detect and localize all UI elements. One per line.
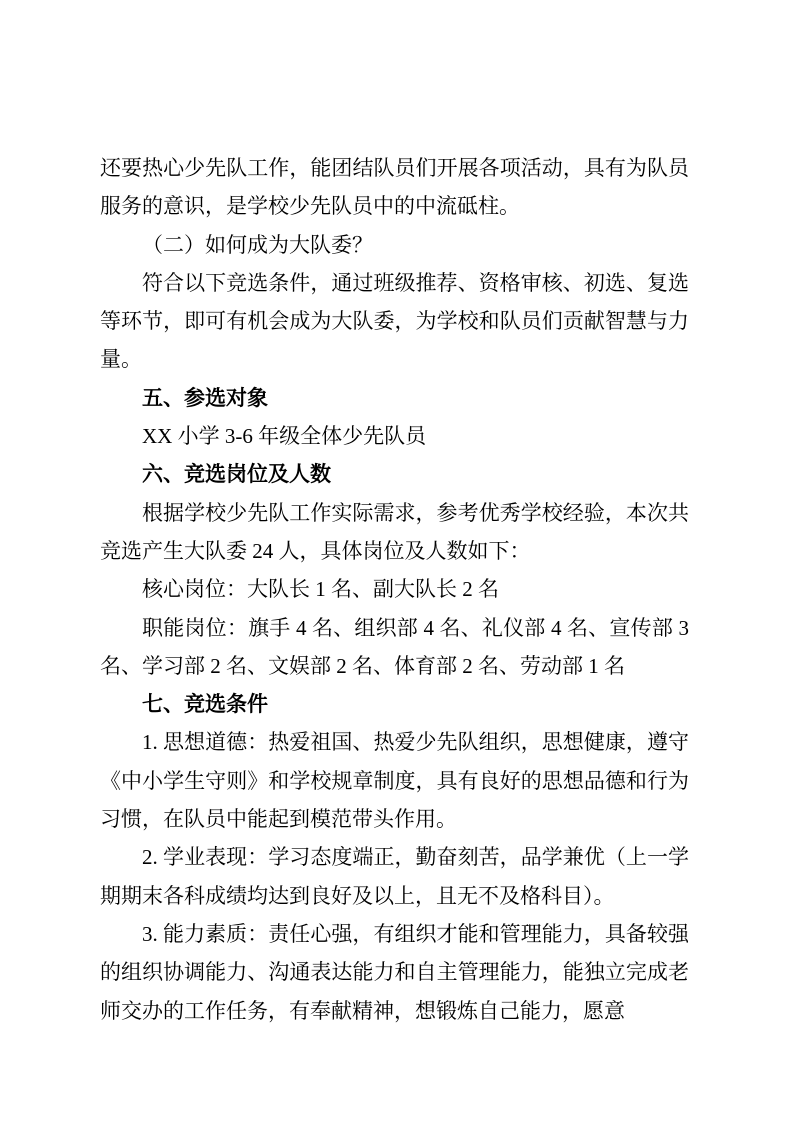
paragraph-core-positions: 核心岗位：大队长 1 名、副大队长 2 名 xyxy=(142,577,499,602)
heading-section-6: 六、竞选岗位及人数 xyxy=(142,462,331,487)
paragraph-functional-positions: 职能岗位：旗手 4 名、组织部 4 名、礼仪部 4 名、宣传部 3 名、学习部 2 名、文娱部 2 名、体育部 2 名、劳动部 1 名 xyxy=(100,615,689,678)
paragraph-positions-intro: 根据学校少先队工作实际需求，参考优秀学校经验，本次共竞选产生大队委 24 人，具体岗位及人数如下： xyxy=(100,500,689,563)
heading-section-7: 七、竞选条件 xyxy=(142,692,268,717)
heading-section-5: 五、参选对象 xyxy=(142,385,268,410)
subheading-how-to-become: （二）如何成为大队委？ xyxy=(142,232,373,257)
paragraph-participants: XX 小学 3-6 年级全体少先队员 xyxy=(142,424,427,449)
paragraph-condition-3: 3. 能力素质：责任心强，有组织才能和管理能力，具备较强的组织协调能力、沟通表达能力和自主管理能力，能独立完成老师交办的工作任务，有奉献精神，想锻炼自己能力，愿意 xyxy=(100,921,689,1023)
paragraph-condition-2: 2. 学业表现：学习态度端正，勤奋刻苦，品学兼优（上一学期期末各科成绩均达到良好及以上，且无不及格科目）。 xyxy=(100,845,689,908)
paragraph-continuation: 还要热心少先队工作，能团结队员们开展各项活动，具有为队员服务的意识，是学校少先队员中的中流砥柱。 xyxy=(100,156,689,219)
paragraph-eligibility-intro: 符合以下竞选条件，通过班级推荐、资格审核、初选、复选等环节，即可有机会成为大队委，为学校和队员们贡献智慧与力量。 xyxy=(100,270,689,372)
paragraph-condition-1: 1. 思想道德：热爱祖国、热爱少先队组织，思想健康，遵守《中小学生守则》和学校规章制度，具有良好的思想品德和行为习惯，在队员中能起到模范带头作用。 xyxy=(100,730,689,832)
